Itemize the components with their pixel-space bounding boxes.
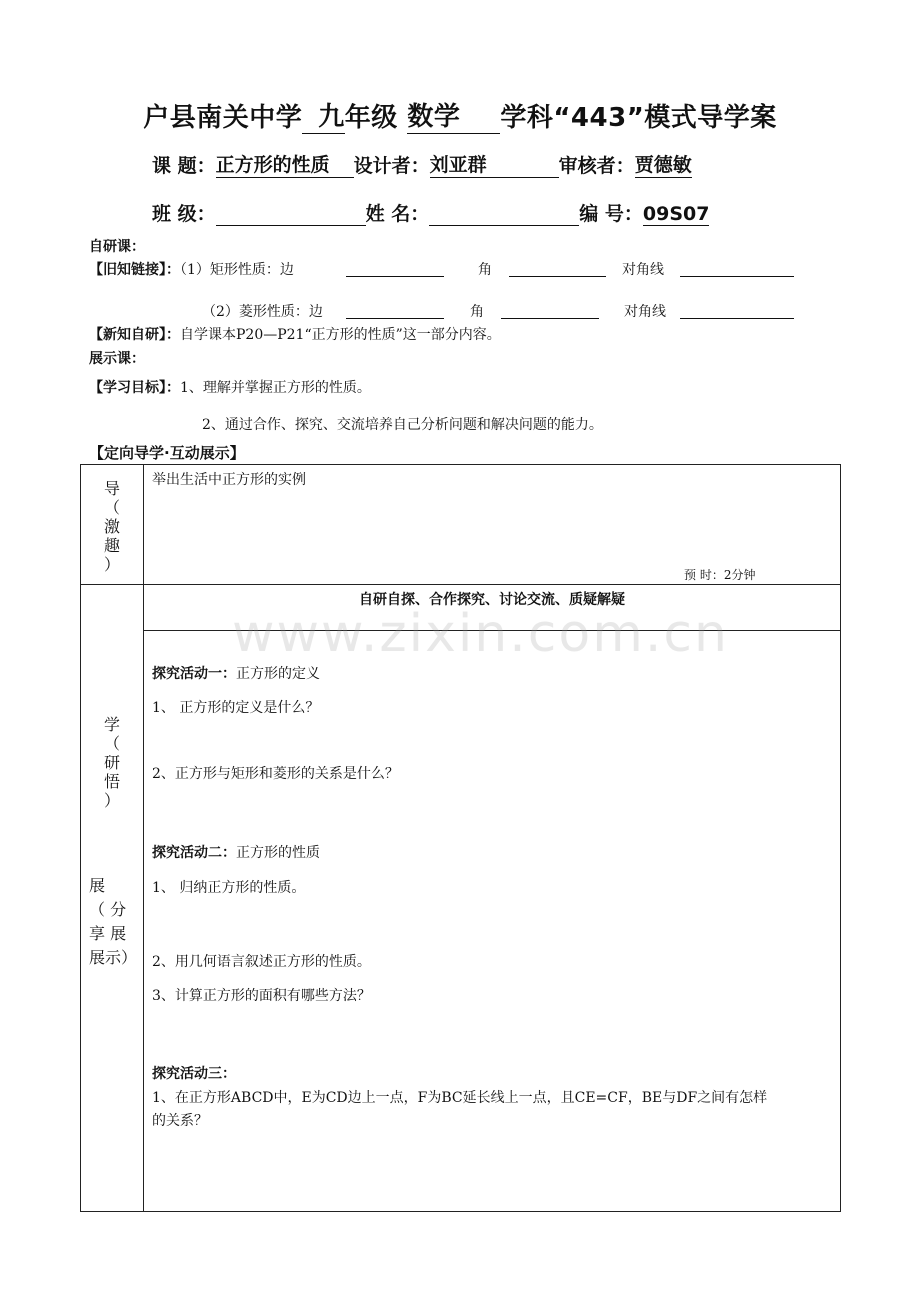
study-label-char: 研 [103, 753, 120, 772]
topic-row [152, 150, 692, 178]
designer-field [430, 150, 559, 178]
rect-properties-row [89, 259, 294, 279]
activity-1-q1: 1、 正方形的定义是什么？ [152, 700, 320, 716]
designer-label: 设计者： [353, 155, 430, 177]
guide-label-char: （ [103, 498, 120, 517]
guide-label-char: 激 [103, 517, 120, 536]
rect-prefix: （1）矩形性质：边 [180, 262, 294, 278]
guide-text: 举出生活中正方形的实例 [152, 472, 306, 488]
study-label-char: 悟 [103, 772, 120, 791]
activity-1-heading [152, 663, 320, 683]
topic-value: 正方形的性质 [215, 154, 330, 176]
goal-label: 【学习目标】： [89, 380, 180, 396]
self-study-label: 自研课： [89, 239, 145, 255]
rhombus-angle-label: 角 [470, 304, 484, 320]
share-label-line: 展 [89, 876, 106, 895]
new-study-text: 自学课本P20—P21“正方形的性质”这一部分内容。 [180, 327, 501, 343]
rect-side-blank[interactable] [346, 262, 444, 277]
guide-table [80, 464, 841, 1212]
number-label: 编 号： [579, 203, 643, 225]
rect-angle-label: 角 [478, 262, 492, 278]
study-header: 自研自探、合作探究、讨论交流、质疑解疑 [359, 592, 625, 608]
subject-suffix: 学科“443”模式导学案 [500, 103, 777, 133]
share-label-line: 展示） [89, 948, 138, 967]
rhombus-diagonal-label: 对角线 [624, 304, 666, 320]
activity-3-q1-line2: 的关系？ [152, 1113, 208, 1129]
goal-row-1 [89, 377, 371, 397]
study-label-char: 学 [103, 715, 120, 734]
study-content-cell [144, 585, 841, 1212]
guide-label [81, 475, 143, 574]
activity-3-q1-line1: 1、在正方形ABCD中，E为CD边上一点，F为BC延长线上一点，且CE=CF，BE与DF之间有怎样 [152, 1090, 768, 1106]
share-label-line: （ 分 [89, 900, 127, 919]
activity-2-q2: 2、用几何语言叙述正方形的性质。 [152, 954, 371, 970]
grade-suffix: 年级 [344, 103, 398, 133]
subject-field [407, 96, 500, 134]
rect-diagonal-label: 对角线 [622, 262, 664, 278]
rect-diagonal-blank[interactable] [680, 262, 794, 277]
rect-angle-blank[interactable] [509, 262, 606, 277]
study-label [81, 715, 143, 810]
number-value: 09S07 [642, 203, 710, 225]
guide-time: 预 时：2分钟 [684, 568, 756, 582]
goal-1: 1、理解并掌握正方形的性质。 [180, 380, 371, 396]
topic-label: 课 题： [152, 155, 216, 177]
guide-label-char: 趣 [103, 536, 120, 555]
study-row [81, 585, 841, 1212]
grade-field: 九 [318, 96, 345, 134]
new-study-label: 【新知自研】： [89, 327, 180, 343]
rhombus-side-blank[interactable] [346, 304, 444, 319]
title-gap [302, 103, 318, 134]
class-field[interactable] [216, 203, 366, 226]
activity-2-q3: 3、计算正方形的面积有哪些方法？ [152, 988, 371, 1004]
name-field[interactable] [429, 203, 579, 226]
page-title [0, 96, 920, 134]
reviewer-value: 贾德敏 [634, 154, 692, 176]
show-class-label: 展示课： [89, 351, 145, 367]
study-label-cell [81, 585, 144, 1212]
activity-2-heading [152, 842, 320, 862]
topic-field [216, 150, 354, 178]
guide-row [81, 465, 841, 585]
school-name: 户县南关中学 [143, 103, 303, 133]
student-info-row [152, 199, 709, 226]
guide-content-cell [144, 465, 841, 585]
activity-2-q1: 1、 归纳正方形的性质。 [152, 880, 306, 896]
activity-1-name: 正方形的定义 [236, 666, 320, 682]
study-label-char: ） [103, 791, 120, 810]
new-study-row [89, 324, 501, 344]
activity-3-title: 探究活动三： [152, 1066, 236, 1082]
rhombus-angle-blank[interactable] [501, 304, 599, 319]
rhombus-prefix: （2）菱形性质：边 [202, 304, 323, 320]
study-label-char: （ [103, 734, 120, 753]
guide-label-cell [81, 465, 144, 585]
share-label [89, 874, 137, 970]
activity-1-title: 探究活动一： [152, 666, 236, 682]
activity-1-q2: 2、正方形与矩形和菱形的关系是什么？ [152, 766, 399, 782]
number-field [643, 203, 710, 226]
activity-2-title: 探究活动二： [152, 845, 236, 861]
section-title: 【定向导学·互动展示】 [89, 444, 245, 462]
reviewer-field [635, 150, 692, 178]
goal-2: 2、通过合作、探究、交流培养自己分析问题和解决问题的能力。 [202, 417, 603, 433]
activity-2-name: 正方形的性质 [236, 845, 320, 861]
name-label: 姓 名： [365, 203, 430, 225]
guide-label-char: ） [103, 555, 120, 574]
watermark: www.zixin.com.cn [232, 604, 729, 664]
reviewer-label: 审核者： [558, 155, 635, 177]
share-label-line: 享 展 [89, 924, 127, 943]
designer-value: 刘亚群 [429, 154, 487, 176]
rhombus-diagonal-blank[interactable] [680, 304, 794, 319]
class-label: 班 级： [152, 203, 216, 225]
old-link-label: 【旧知链接】： [89, 262, 180, 278]
subject-value: 数学 [407, 102, 461, 132]
guide-label-char: 导 [103, 479, 120, 498]
